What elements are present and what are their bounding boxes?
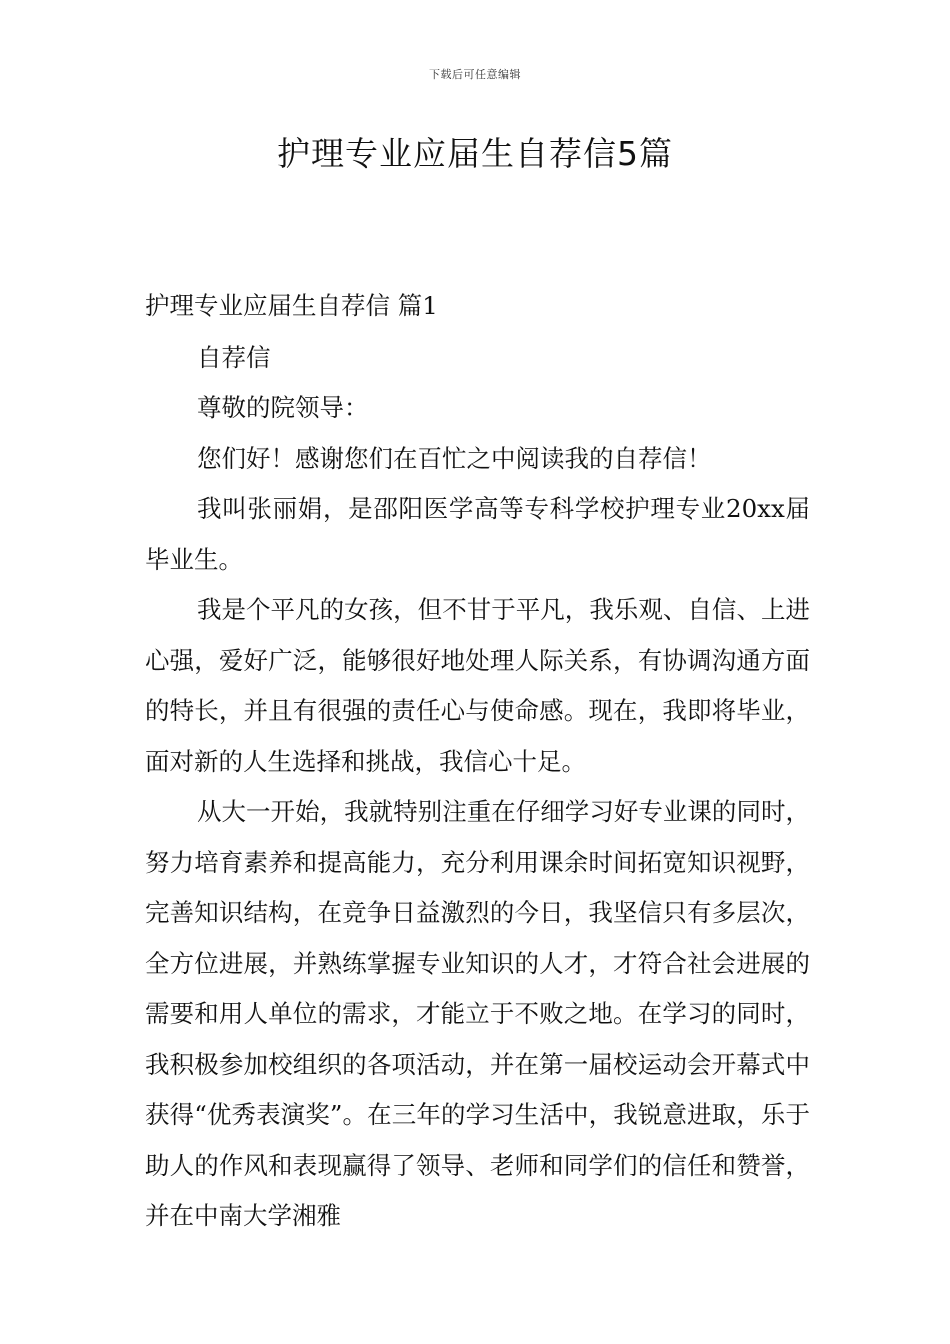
document-title: 护理专业应届生自荐信5篇 — [277, 134, 673, 173]
paragraph-salutation: 尊敬的院领导： — [197, 393, 369, 422]
paragraph-study: 从大一开始，我就特别注重在仔细学习好专业课的同时，努力培育素养和提高能力，充分利用课余时间拓宽知识视野，完善知识结构，在竞争日益激烈的今日，我坚信只有多层次，全方位进展，并熟练掌握专业知识的人才，才符合社会进展的需要和用人单位的需求，才能立于不败之地。在学习的同时，我积极参加校组织的各项活动，并在第一届校运动会开幕式中获得“优秀表演奖”。在三年的学习生活中，我锐意进取，乐于助人的作风和表现赢得了领导、老师和同学们的信任和赞誉，并在中南大学湘雅 — [145, 797, 810, 1230]
section-heading: 护理专业应届生自荐信 篇1 — [145, 291, 438, 320]
paragraph-introduction: 我叫张丽娟，是邵阳医学高等专科学校护理专业20xx届毕业生。 — [145, 494, 810, 574]
header-note: 下载后可任意编辑 — [429, 68, 521, 81]
document-body — [145, 281, 810, 1242]
paragraph-personality: 我是个平凡的女孩，但不甘于平凡，我乐观、自信、上进心强，爱好广泛，能够很好地处理人际关系，有协调沟通方面的特长，并且有很强的责任心与使命感。现在，我即将毕业，面对新的人生选择和挑战，我信心十足。 — [145, 595, 810, 776]
paragraph-letter-label: 自荐信 — [197, 342, 271, 372]
paragraph-greeting: 您们好！感谢您们在百忙之中阅读我的自荐信！ — [197, 443, 712, 473]
